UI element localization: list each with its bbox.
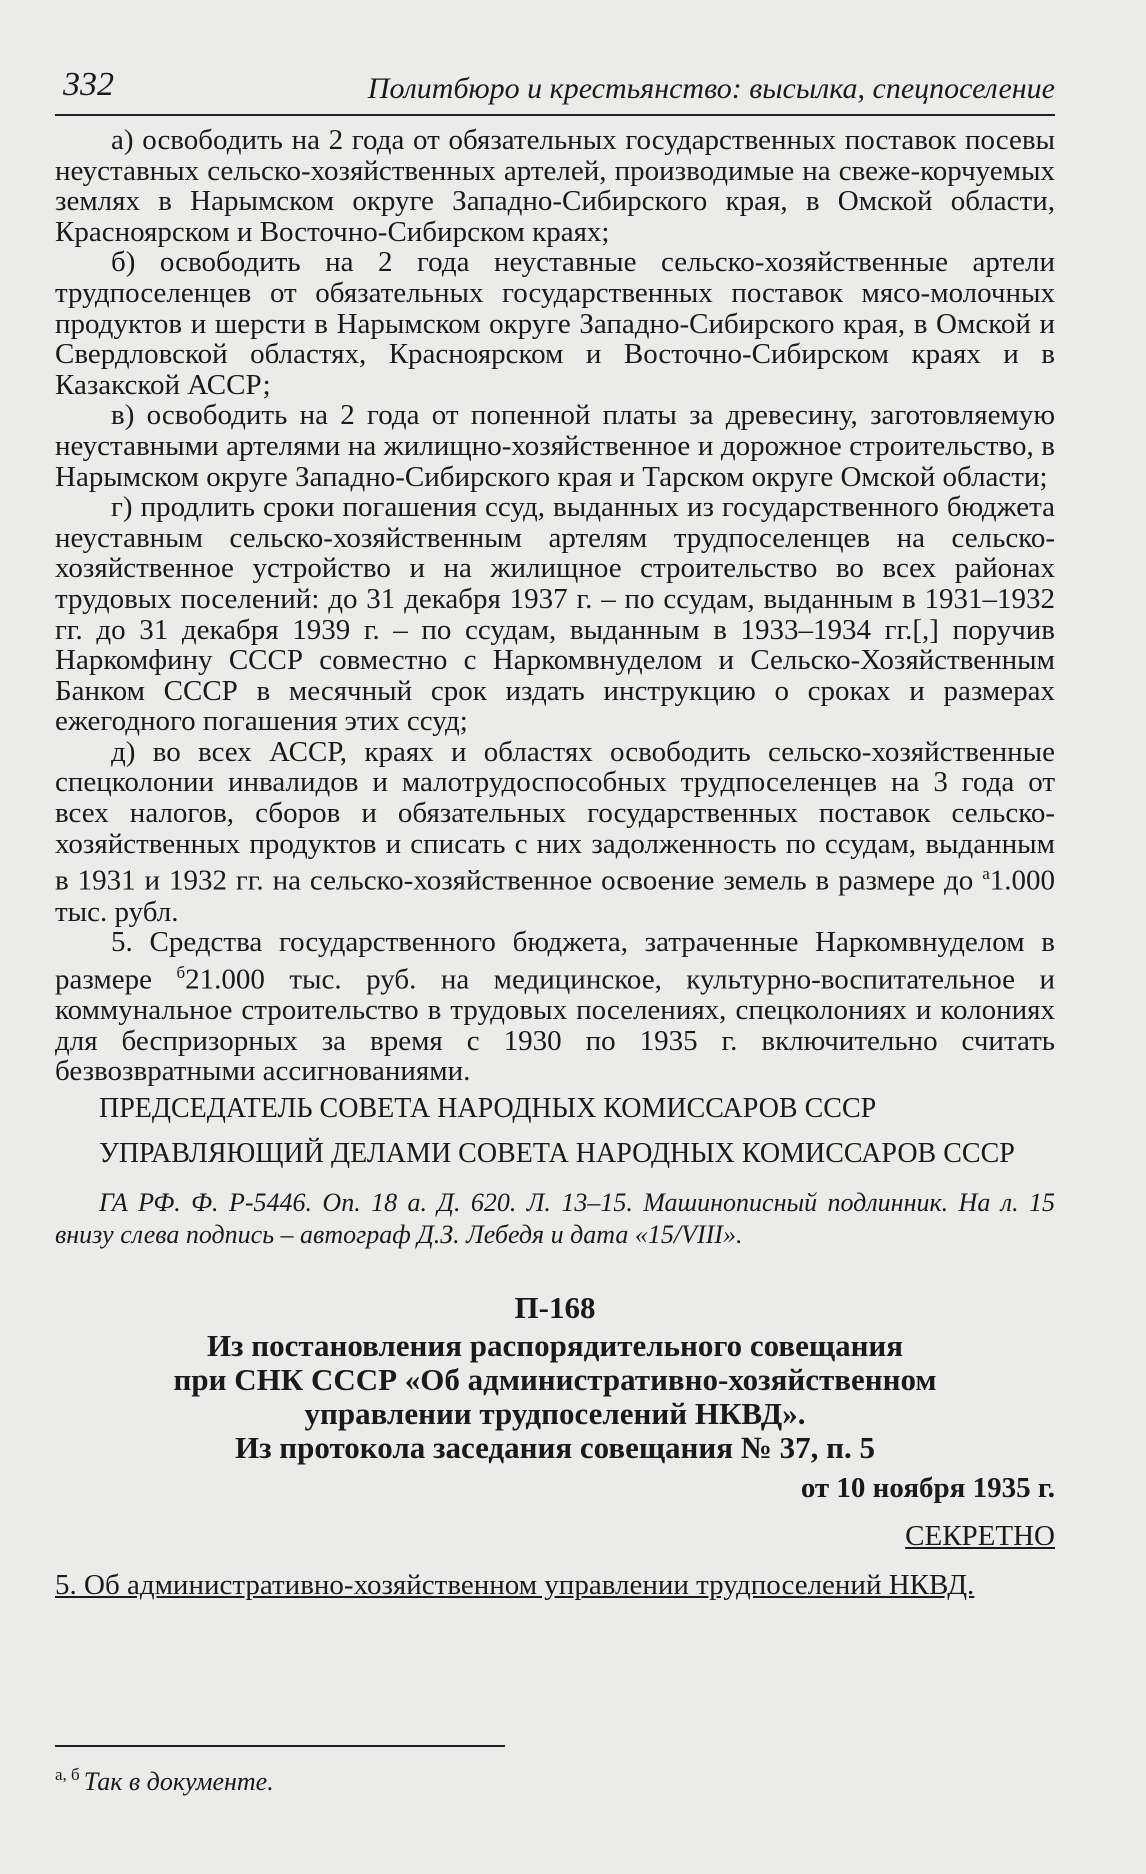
footnote-mark-b: б — [176, 962, 186, 982]
paragraph-d-amount: 1.000 тыс. рубл. — [55, 864, 1055, 928]
signature-manager: УПРАВЛЯЮЩИЙ ДЕЛАМИ СОВЕТА НАРОДНЫХ КОМИССАРОВ СССР — [99, 1137, 1015, 1169]
paragraph-d — [55, 737, 1055, 927]
document-title-line-2: при СНК СССР «Об административно-хозяйственном — [173, 1361, 937, 1397]
document-item-5: 5. Об административно-хозяйственном управлении трудпоселений НКВД. — [55, 1568, 975, 1601]
paragraph-5-rest: 21.000 тыс. руб. на медицинское, культурно-воспитательное и коммунальное строительство в трудовых поселениях, спецколониях и колониях для беспризорных за время с 1930 по 1935 г. включительно считать безвозвратными ассигнованиями. — [55, 963, 1055, 1088]
paragraph-b: б) освободить на 2 года неуставные сельско-хозяйственные артели трудпоселенцев от обязательных государственных поставок мясо-молочных продуктов и шерсти в Нарымском округе Западно-Сибирского края, в Омской и Свердловской областях, Красноярском и Восточно-Сибирском краях и в Казакской АССР; — [55, 246, 1055, 401]
running-title: Политбюро и крестьянство: высылка, спецпоселение — [367, 72, 1055, 105]
page-number: 332 — [63, 66, 114, 103]
document-title-line-4: Из протокола заседания совещания № 37, п. 5 — [234, 1429, 876, 1465]
classification-stamp: СЕКРЕТНО — [905, 1519, 1055, 1552]
footnote-rule — [55, 1745, 505, 1747]
document-number: П-168 — [514, 1289, 596, 1325]
footnote-mark-a: а — [982, 864, 990, 884]
paragraph-v: в) освободить на 2 года от попенной платы за древесину, заготовляемую неуставными артелями на жилищно-хозяйственное и дорожное строительство, в Нарымском округе Западно-Сибирского края и Тарском округе Омской области; — [55, 399, 1055, 493]
header-rule — [55, 114, 1055, 116]
paragraph-g: г) продлить сроки погашения ссуд, выданных из государственного бюджета неуставным сельско-хозяйственным артелям трудпоселенцев на сельско-хозяйственное устройство и на жилищное строительство во всех районах трудовых поселений: до 31 декабря 1937 г. – по ссудам, выданным в 1931–1932 гг. до 31 декабря 1939 г. – по ссудам, выданным в 1933–1934 гг.[,] поручив Наркомфину СССР совместно с Наркомвнуделом и Сельско-Хозяйственным Банком СССР в месячный срок издать инструкцию о сроках и размерах ежегодного погашения этих ссуд; — [55, 491, 1055, 738]
document-title-line-3: управлении трудпоселений НКВД». — [304, 1395, 806, 1431]
page-header — [55, 60, 1055, 110]
footnote — [55, 1760, 274, 1797]
page-body — [55, 125, 1055, 1601]
footnote-marks: а, б — [55, 1765, 80, 1784]
signature-chairman: ПРЕДСЕДАТЕЛЬ СОВЕТА НАРОДНЫХ КОМИССАРОВ СССР — [99, 1092, 877, 1124]
paragraph-d-text: д) во всех АССР, краях и областях освободить сельско-хозяйственные спецколонии инвалидов и малотрудоспособных трудпоселенцев на 3 года от всех налогов, сборов и обязательных государственных поставок сельско-хозяйственных продуктов и списать с них задолженность по ссудам, выданным в 1931 и 1932 гг. на сельско-хозяйственное освоение земель в размере до — [55, 735, 1055, 897]
archive-source-note: ГА РФ. Ф. Р-5446. Оп. 18 а. Д. 620. Л. 13–15. Машинописный подлинник. На л. 15 внизу слева подпись – автограф Д.З. Лебедя и дата «15/VIII». — [55, 1187, 1055, 1249]
document-title-line-1: Из постановления распорядительного совещания — [206, 1327, 904, 1363]
document-date: от 10 ноября 1935 г. — [800, 1471, 1055, 1504]
paragraph-5 — [55, 927, 1055, 1087]
paragraph-5-text: 5. Средства государственного бюджета, затраченные Наркомвнуделом в размере — [55, 926, 1055, 996]
paragraph-a: а) освободить на 2 года от обязательных государственных поставок посевы неуставных сельско-хозяйственных артелей, производимые на свеже-корчуемых землях в Нарымском округе Западно-Сибирского края, в Омской области, Красноярском и Восточно-Сибирском краях; — [55, 124, 1055, 248]
footnote-text: Так в документе. — [83, 1766, 274, 1796]
